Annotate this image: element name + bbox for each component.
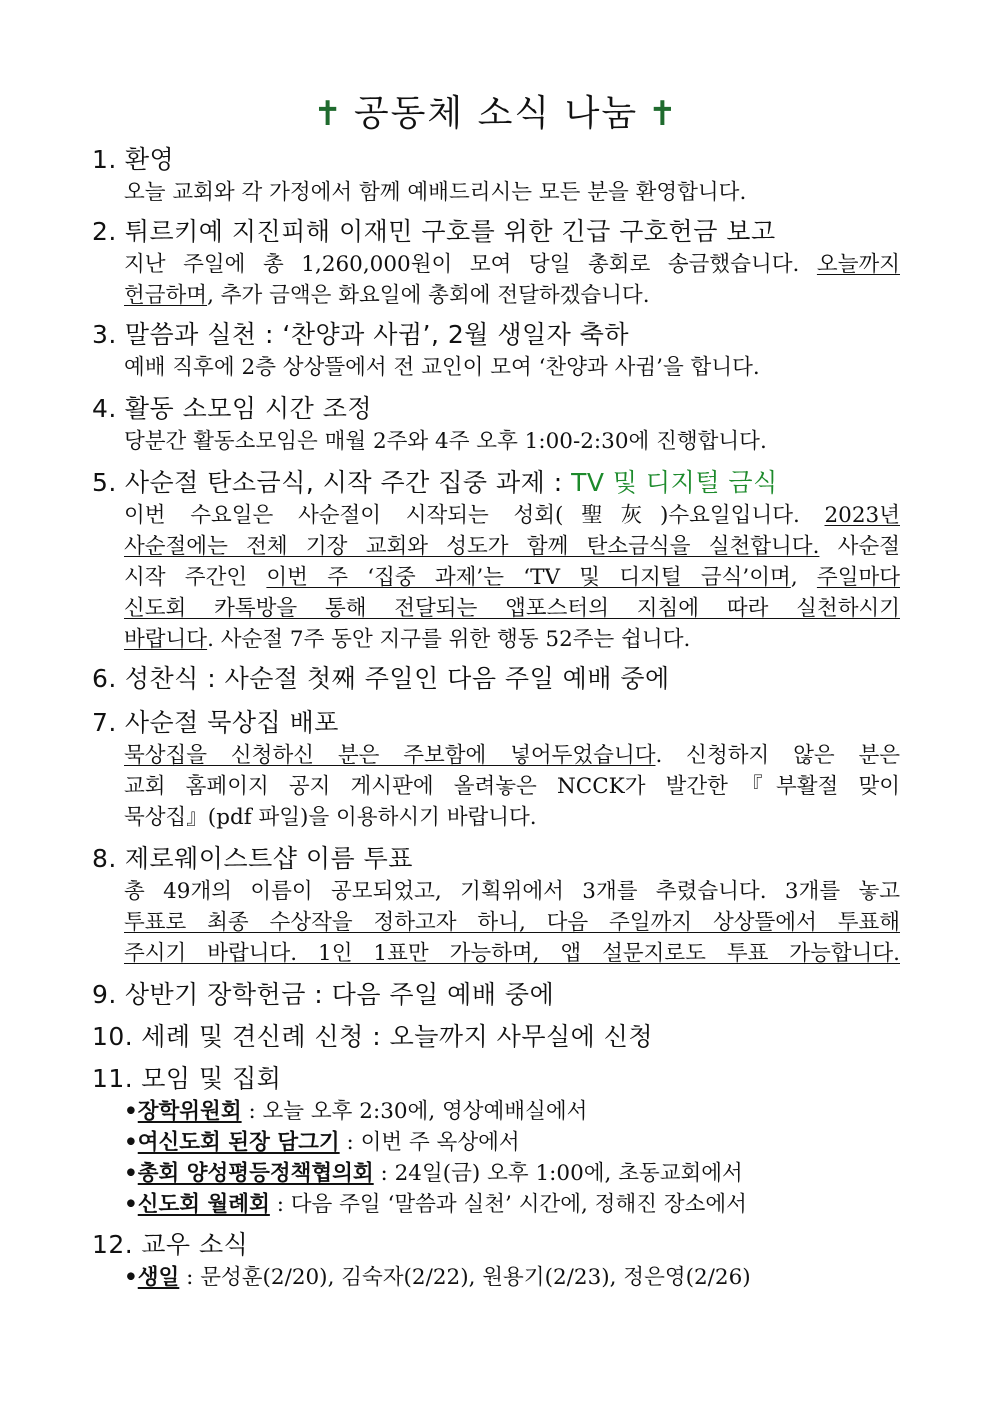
item-heading: 10. 세례 및 견신례 신청 : 오늘까지 사무실에 신청 xyxy=(92,1022,654,1051)
news-item-2 xyxy=(92,215,904,311)
item-body: 당분간 활동소모임은 매월 2주와 4주 오후 1:00-2:30에 진행합니다. xyxy=(124,429,767,454)
news-item-7 xyxy=(92,706,904,833)
item-body: 묵상집을 신청하신 분은 주보함에 넣어두었습니다. 신청하지 않은 분은 교회 홈페이지 공지 게시판에 올려놓은 NCCK가 발간한『부활절 맞이 묵상집』(pdf 파일)을 이용하시기 바랍니다. xyxy=(124,743,900,830)
bullet-icon: • xyxy=(124,1161,138,1186)
green-highlight: TV 및 디지털 금식 xyxy=(571,468,778,497)
news-item-8 xyxy=(92,842,904,969)
item-heading: 11. 모임 및 집회 xyxy=(92,1064,282,1093)
cross-icon: ✝ xyxy=(313,94,344,134)
meeting-entry: •총회 양성평등정책협의회 : 24일(금) 오후 1:00에, 초동교회에서 xyxy=(124,1161,743,1186)
item-heading: 9. 상반기 장학헌금 : 다음 주일 예배 중에 xyxy=(92,980,555,1009)
bullet-icon: • xyxy=(124,1130,138,1155)
meeting-entry: •장학위원회 : 오늘 오후 2:30에, 영상예배실에서 xyxy=(124,1099,588,1124)
bullet-icon: • xyxy=(124,1265,138,1290)
item-body: 지난 주일에 총 1,260,000원이 모여 당일 총회로 송금했습니다. 오늘까지 헌금하며, 추가 금액은 화요일에 총회에 전달하겠습니다. xyxy=(124,252,900,308)
cross-icon: ✝ xyxy=(648,94,679,134)
news-item-9 xyxy=(92,978,904,1012)
item-heading: 4. 활동 소모임 시간 조정 xyxy=(92,394,373,423)
item-body: 총 49개의 이름이 공모되었고, 기획위에서 3개를 추렸습니다. 3개를 놓고 투표로 최종 수상작을 정하고자 하니, 다음 주일까지 상상뜰에서 투표해 주시기 바랍니다. 1인 1표만 가능하며, 앱 설문지로도 투표 가능합니다. xyxy=(124,879,900,966)
news-item-1 xyxy=(92,143,904,208)
meeting-entry: •여신도회 된장 담그기 : 이번 주 옥상에서 xyxy=(124,1130,520,1155)
title-text: 공동체 소식 나눔 xyxy=(353,93,639,134)
meeting-entry: •신도회 월례회 : 다음 주일 ‘말씀과 실천’ 시간에, 정해진 장소에서 xyxy=(124,1192,747,1217)
news-item-12 xyxy=(92,1228,904,1293)
birthday-entry: •생일 : 문성훈(2/20), 김숙자(2/22), 원용기(2/23), 정은영(2/26) xyxy=(124,1265,751,1290)
item-body: 이번 수요일은 사순절이 시작되는 성회(聖灰)수요일입니다. 2023년 사순절에는 전체 기장 교회와 성도가 함께 탄소금식을 실천합니다. 사순절 시작 주간인 이번 주 ‘집중 과제’는 ‘TV 및 디지털 금식’이며, 주일마다 신도회 카톡방을 통해 전달되는 앱포스터의 지침에 따라 실천하시기 바랍니다. 사순절 7주 동안 지구를 위한 행동 52주는 쉽니다. xyxy=(124,503,900,652)
bullet-icon: • xyxy=(124,1192,138,1217)
news-item-3 xyxy=(92,318,904,383)
item-heading: 6. 성찬식 : 사순절 첫째 주일인 다음 주일 예배 중에 xyxy=(92,664,670,693)
item-heading: 12. 교우 소식 xyxy=(92,1230,249,1259)
item-body: 오늘 교회와 각 가정에서 함께 예배드리시는 모든 분을 환영합니다. xyxy=(124,180,747,205)
news-item-4 xyxy=(92,392,904,457)
item-heading: 5. 사순절 탄소금식, 시작 주간 집중 과제 : TV 및 디지털 금식 xyxy=(92,468,778,497)
bullet-icon: • xyxy=(124,1099,138,1124)
item-heading: 8. 제로웨이스트샵 이름 투표 xyxy=(92,844,413,873)
news-item-5 xyxy=(92,466,904,655)
page-title xyxy=(0,86,992,142)
item-heading: 3. 말씀과 실천 : ‘찬양과 사귐’, 2월 생일자 축하 xyxy=(92,320,630,349)
item-heading: 7. 사순절 묵상집 배포 xyxy=(92,708,339,737)
item-heading: 2. 튀르키예 지진피해 이재민 구호를 위한 긴급 구호헌금 보고 xyxy=(92,217,776,246)
news-item-11 xyxy=(92,1062,904,1220)
news-item-10 xyxy=(92,1020,904,1054)
item-body: 예배 직후에 2층 상상뜰에서 전 교인이 모여 ‘찬양과 사귐’을 합니다. xyxy=(124,355,760,380)
news-item-6 xyxy=(92,662,904,696)
item-heading: 1. 환영 xyxy=(92,145,175,174)
